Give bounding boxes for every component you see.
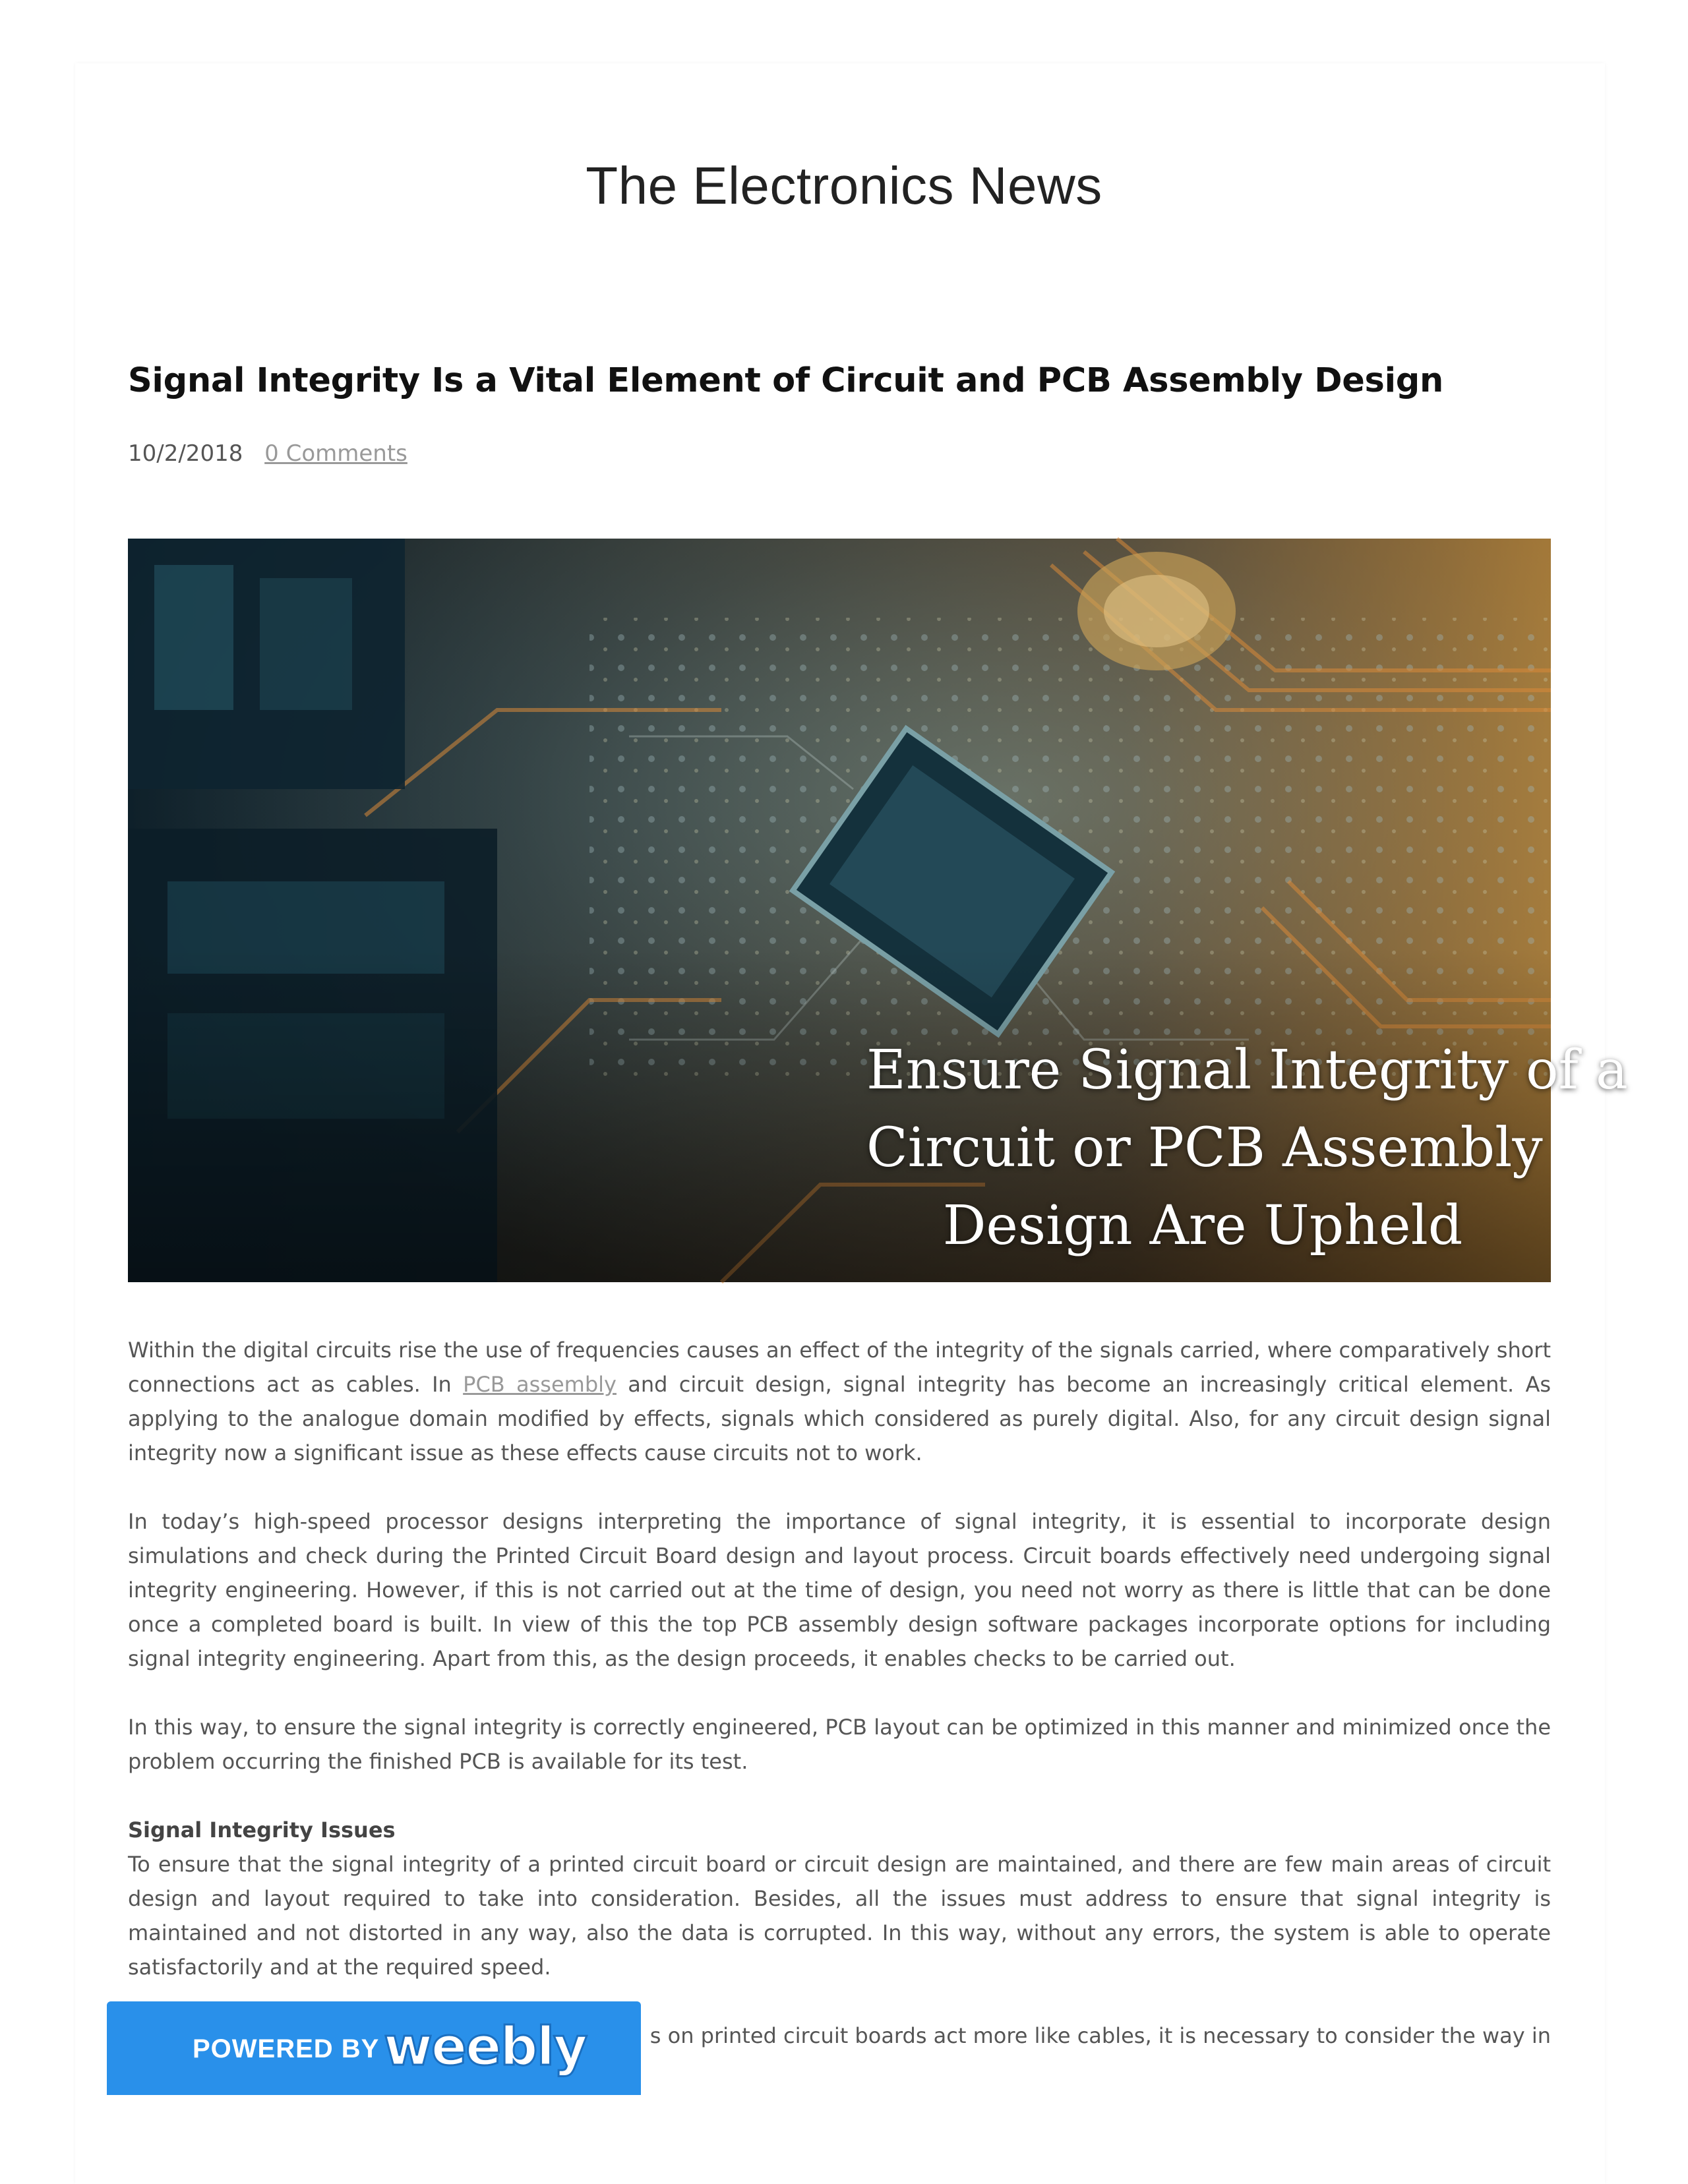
pcb-assembly-link[interactable]: PCB assembly <box>463 1372 617 1397</box>
hero-caption <box>866 1032 1628 1265</box>
hero-caption-line: Ensure Signal Integrity of a <box>866 1039 1628 1102</box>
post-body <box>128 1333 1551 2087</box>
hero-caption-line: Design Are Upheld <box>942 1195 1463 1257</box>
paragraph: In this way, to ensure the signal integrity is correctly engineered, PCB layout can be optimized in this manner and minimized once the problem occurring the finished PCB is available for its test. <box>128 1715 1551 1774</box>
post-date: 10/2/2018 <box>128 440 243 467</box>
paragraph-text: Within the digital circuits rise the use of frequencies causes an effect of the integrity of the signals carried, where comparatively short connections act as cables. In <box>128 1338 1551 1397</box>
paragraph: To ensure that the signal integrity of a printed circuit board or circuit design are maintained, and there are few main areas of circuit design and layout required to take into consideration. Besides, all the issues must address to ensure that signal integrity is maintained and not distorted in any way, also the data is corrupted. In this way, without any errors, the system is able to operate satisfactorily and at the required speed. <box>128 1852 1551 1980</box>
hero-image <box>128 539 1628 1282</box>
weebly-logo-icon: weebly <box>384 2016 587 2077</box>
powered-by-label: POWERED BY <box>193 2034 380 2063</box>
hero-caption-line: Circuit or PCB Assembly <box>866 1117 1543 1179</box>
paragraph: s on printed circuit boards act more like cables, it is necessary to consider the way in <box>649 2023 1551 2048</box>
paragraph-text: and circuit design, signal integrity has become an increasingly critical element. As applying to the analogue domain modified by effects, signals which considered as purely digital. Also, for any circuit design signal integrity now a significant issue as these effects cause circuits not to work. <box>128 1372 1552 1465</box>
section-heading: Signal Integrity Issues <box>128 1817 396 1843</box>
paragraph <box>128 1333 1551 1470</box>
paragraph: In today’s high-speed processor designs interpreting the importance of signal integrity, it is essential to incorporate design simulations and check during the Printed Circuit Board design and layout process. Circuit boards effectively need undergoing signal integrity engineering. However, if this is not carried out at the time of design, you need not worry as there is little that can be done once a completed board is built. In view of this the top PCB assembly design software packages incorporate options for including signal integrity engineering. Apart from this, as the design proceeds, it enables checks to be carried out. <box>128 1509 1551 1671</box>
post-meta <box>128 440 407 467</box>
powered-by-weebly-badge[interactable] <box>107 2001 641 2095</box>
site-title[interactable]: The Electronics News <box>586 156 1102 215</box>
comments-link[interactable]: 0 Comments <box>264 440 407 467</box>
post-title[interactable]: Signal Integrity Is a Vital Element of Circuit and PCB Assembly Design <box>128 361 1443 400</box>
